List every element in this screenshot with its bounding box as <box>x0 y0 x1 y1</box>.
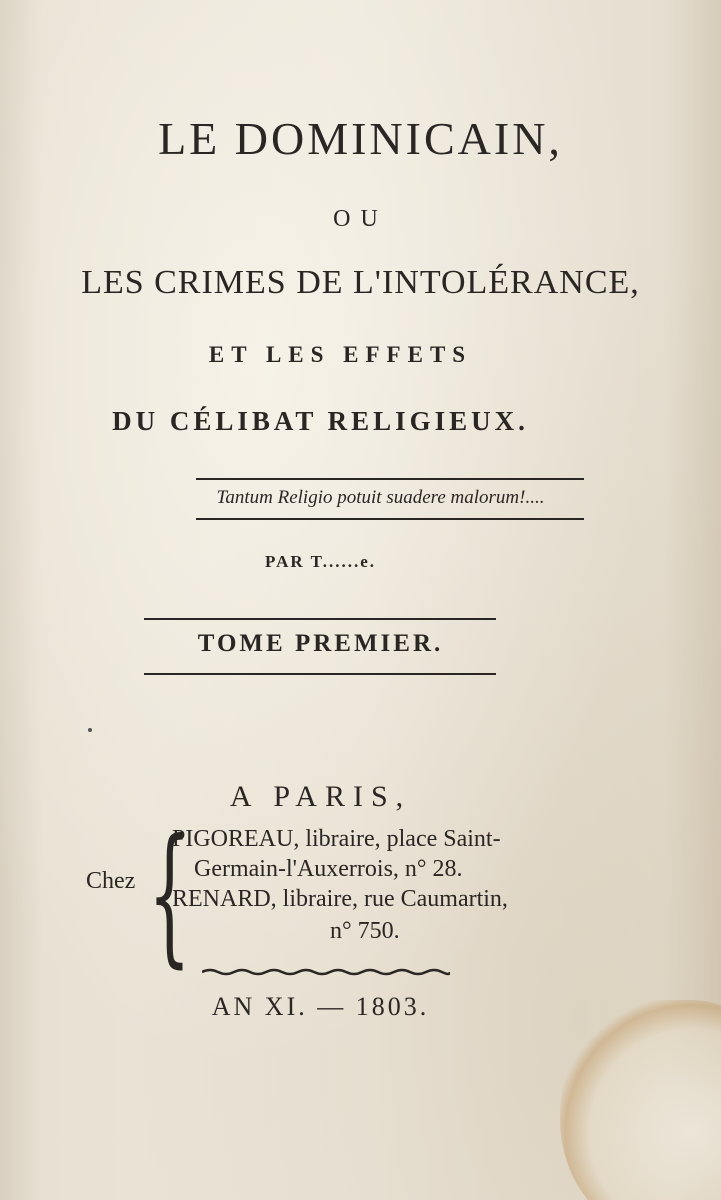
rule-below-epigraph <box>196 518 584 520</box>
publisher-line-2: Germain-l'Auxerrois, n° 28. <box>194 856 463 882</box>
publisher-line-1: PIGOREAU, libraire, place Saint- <box>172 826 501 852</box>
imprint-place: A PARIS, <box>229 780 412 813</box>
publisher-line-3: RENARD, libraire, rue Caumartin, <box>172 886 508 912</box>
subtitle-line-2: ET LES EFFETS <box>208 342 473 367</box>
ornamental-rule <box>202 968 450 976</box>
water-stain <box>560 1000 721 1200</box>
curly-brace-icon: { <box>148 808 191 982</box>
publisher-line-4: n° 750. <box>330 918 400 944</box>
epigraph: Tantum Religio potuit suadere malorum!.... <box>216 487 545 508</box>
rule-above-volume <box>144 618 496 620</box>
rule-above-epigraph <box>196 478 584 480</box>
conjunction: OU <box>333 206 388 232</box>
imprint-date: AN XI. — 1803. <box>211 992 430 1021</box>
rule-below-volume <box>144 673 496 675</box>
subtitle-line-3: DU CÉLIBAT RELIGIEUX. <box>112 406 529 436</box>
ink-speck <box>88 728 92 732</box>
chez-label: Chez <box>86 868 136 894</box>
subtitle-line-1: LES CRIMES DE L'INTOLÉRANCE, <box>81 264 640 301</box>
book-title: LE DOMINICAIN, <box>158 113 563 164</box>
author-line: PAR T......e. <box>265 552 376 571</box>
volume-label: TOME PREMIER. <box>197 630 444 657</box>
